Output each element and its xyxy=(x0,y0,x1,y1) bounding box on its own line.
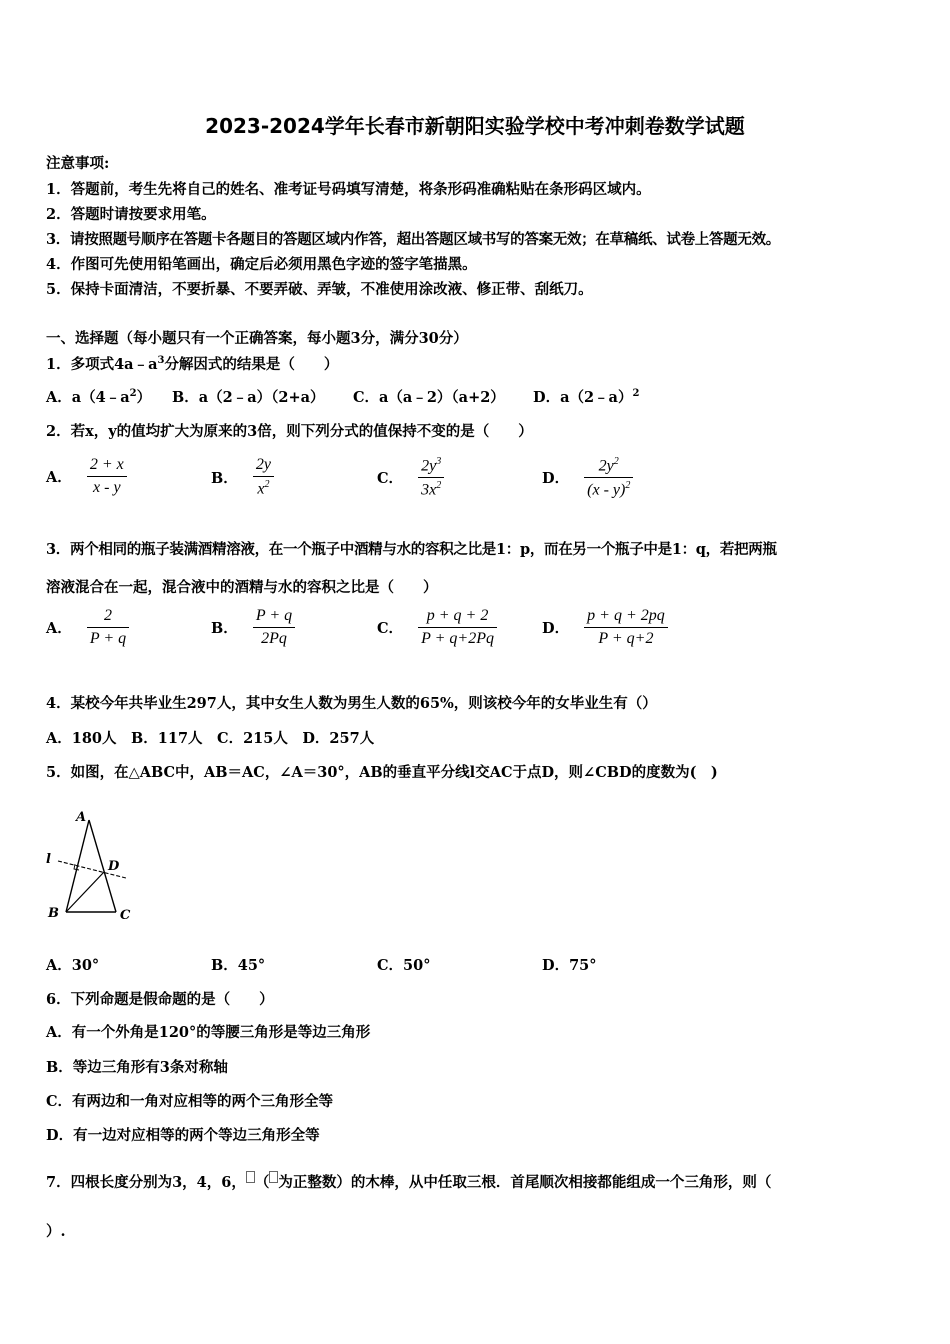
q1-d-sup: 2 xyxy=(632,388,640,400)
q3-option-b[interactable] xyxy=(211,607,295,648)
question-2: 2．若x，y的值均扩大为原来的3倍，则下列分式的值保持不变的是（ ） xyxy=(46,423,533,440)
q4-options[interactable]: A．180人 B．117人 C．215人 D．257人 xyxy=(46,730,375,747)
q2-d-den-base: (x - y) xyxy=(587,481,626,499)
question-7 xyxy=(46,1171,771,1192)
q1-option-b[interactable]: B．a（2﹣a）（2+a） xyxy=(172,389,325,406)
q1-text-pre: 1．多项式4a﹣a xyxy=(46,356,158,373)
q3-d-label: D． xyxy=(542,620,570,637)
q6-option-a[interactable]: A．有一个外角是120°的等腰三角形是等边三角形 xyxy=(46,1024,371,1041)
q5-option-c[interactable]: C．50° xyxy=(377,957,431,974)
q5-option-a[interactable]: A．30° xyxy=(46,957,100,974)
notice-heading: 注意事项: xyxy=(46,155,110,172)
q1-d-pre: D．a（2﹣a） xyxy=(533,389,633,406)
q6-option-c[interactable]: C．有两边和一角对应相等的两个三角形全等 xyxy=(46,1093,334,1110)
q2-a-fraction xyxy=(87,456,127,497)
label-c: C xyxy=(120,908,131,923)
q2-b-den xyxy=(253,476,274,498)
missing-symbol-icon xyxy=(246,1171,255,1183)
q1-a-pre: A．a（4﹣a xyxy=(46,389,130,406)
q2-c-den xyxy=(418,477,444,499)
q2-option-d[interactable] xyxy=(542,456,633,500)
q1-option-c[interactable]: C．a（a﹣2）（a+2） xyxy=(353,389,505,406)
q3-d-den: P + q+2 xyxy=(584,627,668,648)
q3-b-den: 2Pq xyxy=(253,627,295,648)
q2-c-den-base: 3x xyxy=(421,481,437,499)
q3-c-den: P + q+2Pq xyxy=(418,627,497,648)
q2-d-num-sup: 2 xyxy=(613,456,619,467)
q2-b-label: B． xyxy=(211,469,238,487)
question-3-line2: 溶液混合在一起，混合液中的酒精与水的容积之比是（ ） xyxy=(46,579,438,596)
q3-d-num: p + q + 2pq xyxy=(587,607,665,624)
question-4: 4．某校今年共毕业生297人，其中女生人数为男生人数的65%，则该校今年的女毕业生有（） xyxy=(46,695,657,712)
q3-option-a[interactable] xyxy=(46,607,129,648)
notice-item: 4．作图可先使用铅笔画出，确定后必须用黑色字迹的签字笔描黑。 xyxy=(46,256,477,273)
q1-a-sup: 2 xyxy=(129,388,137,400)
q2-a-num: 2 + x xyxy=(89,456,124,473)
q2-a-den: x - y xyxy=(87,476,127,497)
label-a: A xyxy=(76,810,87,825)
q7-text-mid: （ xyxy=(254,1174,270,1191)
q3-c-fraction xyxy=(418,607,497,648)
q6-option-d[interactable]: D．有一边对应相等的两个等边三角形全等 xyxy=(46,1127,320,1144)
q3-a-num: 2 xyxy=(103,607,112,624)
q3-a-den: P + q xyxy=(87,627,129,648)
q2-c-num-sup: 3 xyxy=(436,456,442,467)
section-heading: 一、选择题（每小题只有一个正确答案，每小题3分，满分30分） xyxy=(46,330,468,347)
q2-b-den-sup: 2 xyxy=(264,479,270,490)
question-1 xyxy=(46,353,338,374)
q2-b-fraction xyxy=(253,456,274,498)
q1-option-d[interactable] xyxy=(533,386,639,407)
q2-b-num: 2y xyxy=(255,456,271,473)
q2-d-label: D． xyxy=(542,470,570,488)
notice-item: 2．答题时请按要求用笔。 xyxy=(46,206,216,223)
q2-c-num-base: 2y xyxy=(421,457,437,475)
q2-option-b[interactable] xyxy=(211,456,274,498)
q2-b-den-base: x xyxy=(257,480,265,498)
question-5: 5．如图，在△ABC中，AB＝AC，∠A＝30°，AB的垂直平分线l交AC于点D，则∠CBD的度数为( ) xyxy=(46,764,718,781)
notice-item: 3．请按照题号顺序在答题卡各题目的答题区域内作答，超出答题区域书写的答案无效；在草稿纸、试卷上答题无效。 xyxy=(46,231,780,248)
q1-text-post: 分解因式的结果是（ ） xyxy=(164,356,339,373)
q2-c-label: C． xyxy=(377,470,404,488)
q2-d-num xyxy=(584,456,633,477)
label-b: B xyxy=(48,906,59,921)
q3-b-num: P + q xyxy=(255,607,293,624)
q3-b-fraction xyxy=(253,607,295,648)
q5-option-b[interactable]: B．45° xyxy=(211,957,266,974)
q3-a-fraction xyxy=(87,607,129,648)
page-title: 2023-2024学年长春市新朝阳实验学校中考冲刺卷数学试题 xyxy=(205,114,745,138)
q2-c-fraction xyxy=(418,456,444,500)
q2-a-label: A． xyxy=(46,469,72,486)
notice-item: 5．保持卡面清洁，不要折暴、不要弄破、弄皱，不准使用涂改液、修正带、刮纸刀。 xyxy=(46,281,593,298)
missing-symbol-icon xyxy=(269,1171,278,1183)
q1-exponent: 3 xyxy=(157,355,165,367)
q1-a-post: ） xyxy=(136,389,152,406)
q3-c-label: C． xyxy=(377,620,404,637)
q2-d-fraction xyxy=(584,456,633,500)
q3-option-d[interactable] xyxy=(542,607,668,648)
question-7-line2: ）. xyxy=(46,1223,66,1240)
label-d: D xyxy=(108,859,120,874)
q3-option-c[interactable] xyxy=(377,607,497,648)
label-l: l xyxy=(46,852,51,867)
q1-option-a[interactable] xyxy=(46,386,151,407)
q7-text-pre: 7．四根长度分别为3，4，6， xyxy=(46,1174,246,1191)
triangle-figure xyxy=(44,806,140,924)
q3-a-label: A． xyxy=(46,620,72,637)
q3-d-fraction xyxy=(584,607,668,648)
q2-d-num-base: 2y xyxy=(598,457,614,475)
question-3-line1: 3．两个相同的瓶子装满酒精溶液，在一个瓶子中酒精与水的容积之比是1：p，而在另一个瓶子中是1：q，若把两瓶 xyxy=(46,541,777,558)
q2-option-c[interactable] xyxy=(377,456,444,500)
q3-c-num: p + q + 2 xyxy=(426,607,489,624)
q2-c-num xyxy=(418,456,444,477)
q3-b-label: B． xyxy=(211,620,238,637)
q2-d-den xyxy=(584,477,633,499)
q7-text-post: 为正整数）的木棒，从中任取三根．首尾顺次相接都能组成一个三角形，则（ xyxy=(278,1174,772,1191)
q2-c-den-sup: 2 xyxy=(436,480,442,492)
q5-option-d[interactable]: D．75° xyxy=(542,957,597,974)
q2-d-den-sup: 2 xyxy=(625,480,631,492)
question-6: 6．下列命题是假命题的是（ ） xyxy=(46,991,274,1008)
q2-option-a[interactable] xyxy=(46,456,127,497)
notice-item: 1．答题前，考生先将自己的姓名、准考证号码填写清楚，将条形码准确粘贴在条形码区域内。 xyxy=(46,181,651,198)
q6-option-b[interactable]: B．等边三角形有3条对称轴 xyxy=(46,1059,228,1076)
